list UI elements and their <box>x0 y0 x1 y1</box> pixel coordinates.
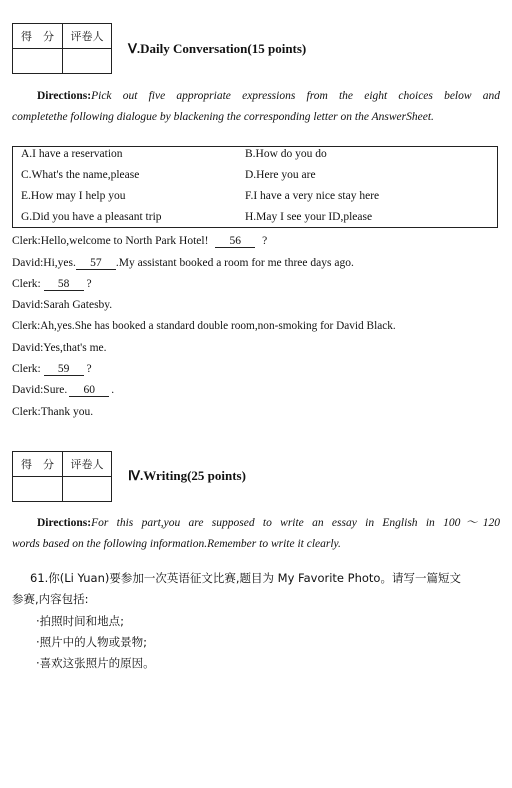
section5-title: Ⅴ.Daily Conversation(15 points) <box>128 41 307 56</box>
answer-blank-58: 58 <box>44 278 84 291</box>
task-line2: 参赛,内容包括: <box>12 592 89 606</box>
task-bullet: ·照片中的人物或景物; <box>36 635 148 649</box>
answer-blank-59: 59 <box>44 363 84 376</box>
choice-g: G.Did you have a pleasant trip <box>21 211 162 223</box>
task-bullet: ·喜欢这张照片的原因。 <box>36 656 155 670</box>
score-cell <box>13 477 63 502</box>
dialogue-line: David:Sarah Gatesby. <box>12 299 113 311</box>
score-label: 得 分 <box>13 24 63 49</box>
dialogue-line: Clerk: 59 ? <box>12 363 92 375</box>
directions-label: Directions: <box>37 90 92 102</box>
choice-c: C.What's the name,please <box>21 169 140 181</box>
directions-line2: words based on the following information.Remember to write it clearly. <box>12 538 341 550</box>
choice-h: H.May I see your ID,please <box>245 211 373 223</box>
dialogue-line: David:Hi,yes. 57 .My assistant booked a room for me three days ago. <box>12 257 354 269</box>
task-bullet: ·拍照时间和地点; <box>36 614 125 628</box>
choices-box <box>12 146 498 228</box>
score-label: 得 分 <box>13 452 63 477</box>
score-box-section4 <box>12 451 112 502</box>
directions-label: Directions: <box>37 517 92 529</box>
directions-line2: completethe following dialogue by blackening the corresponding letter on the AnswerSheet. <box>12 111 434 123</box>
section4-directions <box>12 513 500 555</box>
directions-line1: For this part,you are supposed to write an essay in English in 100～120 <box>91 517 500 529</box>
answer-blank-56: 56 <box>215 235 255 248</box>
dialogue-line: Clerk: 58 ? <box>12 278 92 290</box>
grader-label: 评卷人 <box>63 452 112 477</box>
grader-cell <box>63 477 112 502</box>
grader-cell <box>63 49 112 74</box>
choice-f: F.I have a very nice stay here <box>245 190 380 202</box>
score-box-section5 <box>12 23 112 74</box>
dialogue-line: David:Sure. 60 . <box>12 384 115 396</box>
task-line1: 61.你(Li Yuan)要参加一次英语征文比赛,题目为 My Favorite Photo。请写一篇短文 <box>30 571 461 585</box>
dialogue-line: David:Yes,that's me. <box>12 342 107 354</box>
choice-d: D.Here you are <box>245 169 316 181</box>
dialogue-line: Clerk:Thank you. <box>12 406 94 418</box>
choice-e: E.How may I help you <box>21 190 126 202</box>
score-cell <box>13 49 63 74</box>
section5-directions <box>12 86 500 128</box>
directions-line1: Pick out five appropriate expressions from the eight choices below and <box>91 90 500 102</box>
grader-label: 评卷人 <box>63 24 112 49</box>
section4-title: Ⅳ.Writing(25 points) <box>128 468 246 483</box>
choice-b: B.How do you do <box>245 148 327 160</box>
dialogue-line: Clerk:Ah,yes.She has booked a standard double room,non-smoking for David Black. <box>12 320 396 332</box>
choice-a: A.I have a reservation <box>21 148 123 160</box>
dialogue-line: Clerk:Hello,welcome to North Park Hotel! 56 ? <box>12 235 268 247</box>
answer-blank-57: 57 <box>76 257 116 270</box>
answer-blank-60: 60 <box>69 384 109 397</box>
